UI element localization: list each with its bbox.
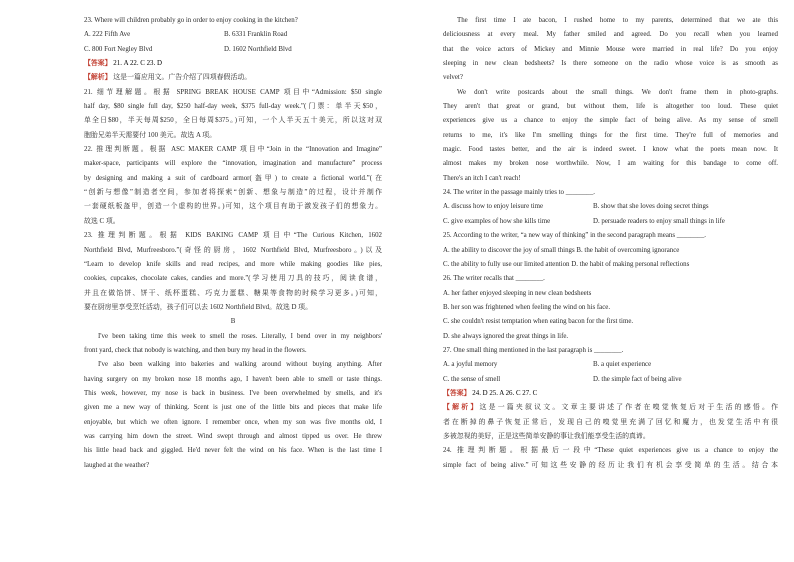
q25-options-cd: C. the ability to fully use our limited attention D. the habit of making personal reflections [443, 260, 690, 268]
passage-line: laughed at the weather? [84, 461, 150, 469]
explanation-line: 24. 推理判断题。根据最后一段中“These quiet experiences give us a chance to enjoy the [443, 447, 778, 455]
q23-option-b: B. 6331 Franklin Road [224, 31, 288, 39]
passage-line: that the voice actors of Mickey and Minnie Mouse were married in real life? Do you enjoy [443, 45, 778, 53]
left-analysis-line [84, 71, 382, 85]
passage-line: sleeping in new clean bedsheets? Is there someone on the radio whose voice is as smooth as [443, 60, 778, 68]
explanation-line: maker-space, participants will explore the “innovation, imagination and manufacture” process [84, 160, 382, 168]
q24-option-d: D. persuade readers to enjoy small things in life [593, 217, 725, 225]
q27-options-ab [443, 358, 778, 372]
passage-line: The first time I ate bacon, I rushed home to my parents, determined that we ate this [457, 17, 778, 24]
q26-option-c: C. she couldn't resist temptation when eating bacon for the first time. [443, 318, 634, 326]
q27-option-d: D. the simple fact of being alive [593, 375, 682, 383]
analysis-tag: 【解析】 [443, 404, 480, 412]
explanation-line: 22. 推理判断题。根据 ASC MAKER CAMP 项目中“Join in the “Innovation and Imagine” [84, 146, 382, 154]
section-heading: B [230, 318, 236, 326]
left-column [84, 14, 382, 473]
passage-line: experiences give us a chance to enjoy the simple fact of being alive. As my sense of smell [443, 117, 778, 125]
q24-stem: 24. The writer in the passage mainly tries to ________. [443, 189, 596, 197]
passage-line: This week, however, my nose is back in business. I've been overwhelmed by smells, and it's [84, 389, 382, 397]
analysis-tag: 【解析】 [84, 74, 112, 82]
answer-tag: 【答案】 [443, 389, 471, 397]
q27-stem: 27. One small thing mentioned in the last paragraph is ________. [443, 346, 624, 354]
q23-option-a: A. 222 Fifth Ave [84, 31, 131, 39]
left-answer-line [84, 57, 382, 71]
passage-line: magic. Food tastes better, and the air is indeed sweet. I know what the poets mean now. It [443, 146, 778, 154]
answer-values: 21. A 22. C 23. D [113, 60, 162, 68]
passage-line: his little head back and giggled. He'd never felt the wind on his face. When is the last time I [84, 447, 382, 455]
q23-option-c: C. 800 Fort Negley Blvd [84, 45, 153, 53]
q26-option-a: A. her father enjoyed sleeping in new clean bedsheets [443, 289, 592, 297]
right-analysis-line [443, 401, 778, 415]
passage-line: was carrying him down the street. Wind swept through and almost tipped us over. He threw [84, 432, 382, 440]
right-column [443, 14, 778, 473]
explanation-line: simple fact of being alive.”可知这些安静的经历让我们有机会享受简单的生活。结合本 [443, 461, 778, 469]
explanation-line: 并且在做馅饼、饼干、纸杯蛋糕、巧克力蛋糕、糖果等食物的时候学习更多。)可知， [84, 289, 382, 297]
explanation-line: 故选 C 项。 [84, 217, 120, 225]
passage-line: deliciousness at every meal. My father smiled and agreed. Do you recall when you learned [443, 31, 778, 39]
explanation-line: by designing and making a suit of cardboard armor(盔甲) to create a fictional world.”(在 [84, 174, 382, 182]
passage-line: I've been taking time this week to smell the roses. Literally, I bend over in my neighbors' [98, 332, 382, 340]
explanation-line: 23. 推理判断题。根据 KIDS BAKING CAMP 项目中“The Curious Kitchen, 1602 [84, 232, 382, 240]
q27-options-cd [443, 373, 778, 387]
q25-stem: 25. According to the writer, “a new way of thinking” in the second paragraph means ________. [443, 232, 707, 240]
passage-line: almost makes my broken nose worthwhile. Now, I am waiting for this bandage to come off. [443, 160, 778, 168]
explanation-line: 21. 细节理解题。根据 SPRING BREAK HOUSE CAMP 项目中“Admission: $50 single [84, 88, 382, 96]
passage-line: velvet? [443, 74, 463, 82]
q26-option-b: B. her son was frightened when feeling the wind on his face. [443, 303, 611, 311]
passage-line: having surgery on my broken nose 18 months ago, I haven't been able to smell or taste things. [84, 375, 382, 383]
q24-options-ab [443, 200, 778, 214]
passage-line: I've also been walking into bakeries and walking around without buying anything. After [98, 361, 382, 369]
q24-option-b: B. show that she loves doing secret things [593, 203, 709, 211]
explanation-line: 者在断掉的鼻子恢复正常后，发现自己的嗅觉里充满了回忆和魔力，也发觉生活中有很 [443, 418, 778, 426]
q26-stem: 26. The writer recalls that ________. [443, 275, 545, 283]
answer-values: 24. D 25. A 26. C 27. C [472, 389, 538, 397]
q26-option-d: D. she always ignored the great things in life. [443, 332, 569, 340]
explanation-line: 一套硬纸板盔甲，创造一个虚构的世界。)可知，这个项目有助于激发孩子们的想象力。 [84, 203, 382, 211]
analysis-text: 这是一篇夹叙议文。文章主要讲述了作者在嗅觉恢复后对于生活的感悟。作 [479, 404, 778, 412]
q23-options-cd [84, 43, 382, 57]
q24-options-cd [443, 215, 778, 229]
passage-line: There's an itch I can't reach! [443, 174, 521, 182]
analysis-summary: 这是一篇应用文。广告介绍了四项春假活动。 [113, 74, 252, 82]
explanation-line: 多被忽视的美好，正是这些简单安静的事让我们能享受生活的真谛。 [443, 432, 650, 440]
explanation-line: Northfield Blvd, Murfreesboro.”(奇怪的厨房，1602 Northfield Blvd, Murfreesboro。)以及 [84, 246, 382, 254]
q23-option-d: D. 1602 Northfield Blvd [224, 45, 292, 53]
passage-line: returns to me, it's like I'm smelling things for the first time. They're full of memories and [443, 131, 778, 139]
q27-option-b: B. a quiet experience [593, 361, 652, 369]
explanation-line: 单全日$80，半天每周$250，全日每周$375。)可知，一个人半天五十美元，所以这对双 [84, 117, 382, 125]
q23-options-ab [84, 28, 382, 42]
answer-tag: 【答案】 [84, 60, 112, 68]
explanation-line: “创新与想像”制造者空间，参加者将探索“创新、想象与制造”的过程，设计并制作 [84, 189, 382, 197]
passage-line: They aren't that great or grand, but without them, life is altogether too loud. These quiet [443, 103, 778, 111]
explanation-line: “Learn to develop knife skills and read recipes, and more while making goodies like pies, [84, 260, 382, 268]
right-answer-line [443, 387, 778, 401]
passage-line: given me a new way of thinking. Scent is just one of the little bits and pieces that make life [84, 404, 382, 412]
passage-line: We don't write postcards about the small things. We don't frame them in photo-graphs. [457, 88, 778, 96]
passage-line: enjoyable, but which we often ignore. I remember once, when my son was five months old, I [84, 418, 382, 426]
passage-line: front yard, check that nobody is watching, and then bury my head in the flowers. [84, 346, 307, 354]
explanation-line: cookies, cupcakes, chocolate cakes, candies and more.”(学习使用刀具的技巧，阅读食谱， [84, 275, 382, 283]
q25-options-ab: A. the ability to discover the joy of small things B. the habit of overcoming ignorance [443, 246, 680, 254]
explanation-line: 要在厨房里享受烹饪活动，孩子们可以去 1602 Northfield Blvd。故选 D 项。 [84, 303, 312, 311]
q27-option-a: A. a joyful memory [443, 361, 498, 369]
explanation-line: half day, $80 single full day, $250 half-day week, $375 full-day week.”(门票：单半天$50， [84, 103, 382, 111]
q24-option-a: A. discuss how to enjoy leisure time [443, 203, 544, 211]
explanation-line: 胞胎兄弟半天需要付 100 美元。故选 A 项。 [84, 131, 217, 139]
q23-stem: 23. Where will children probably go in order to enjoy cooking in the kitchen? [84, 17, 298, 24]
q27-option-c: C. the sense of smell [443, 375, 501, 383]
q24-option-c: C. give examples of how she kills time [443, 217, 551, 225]
